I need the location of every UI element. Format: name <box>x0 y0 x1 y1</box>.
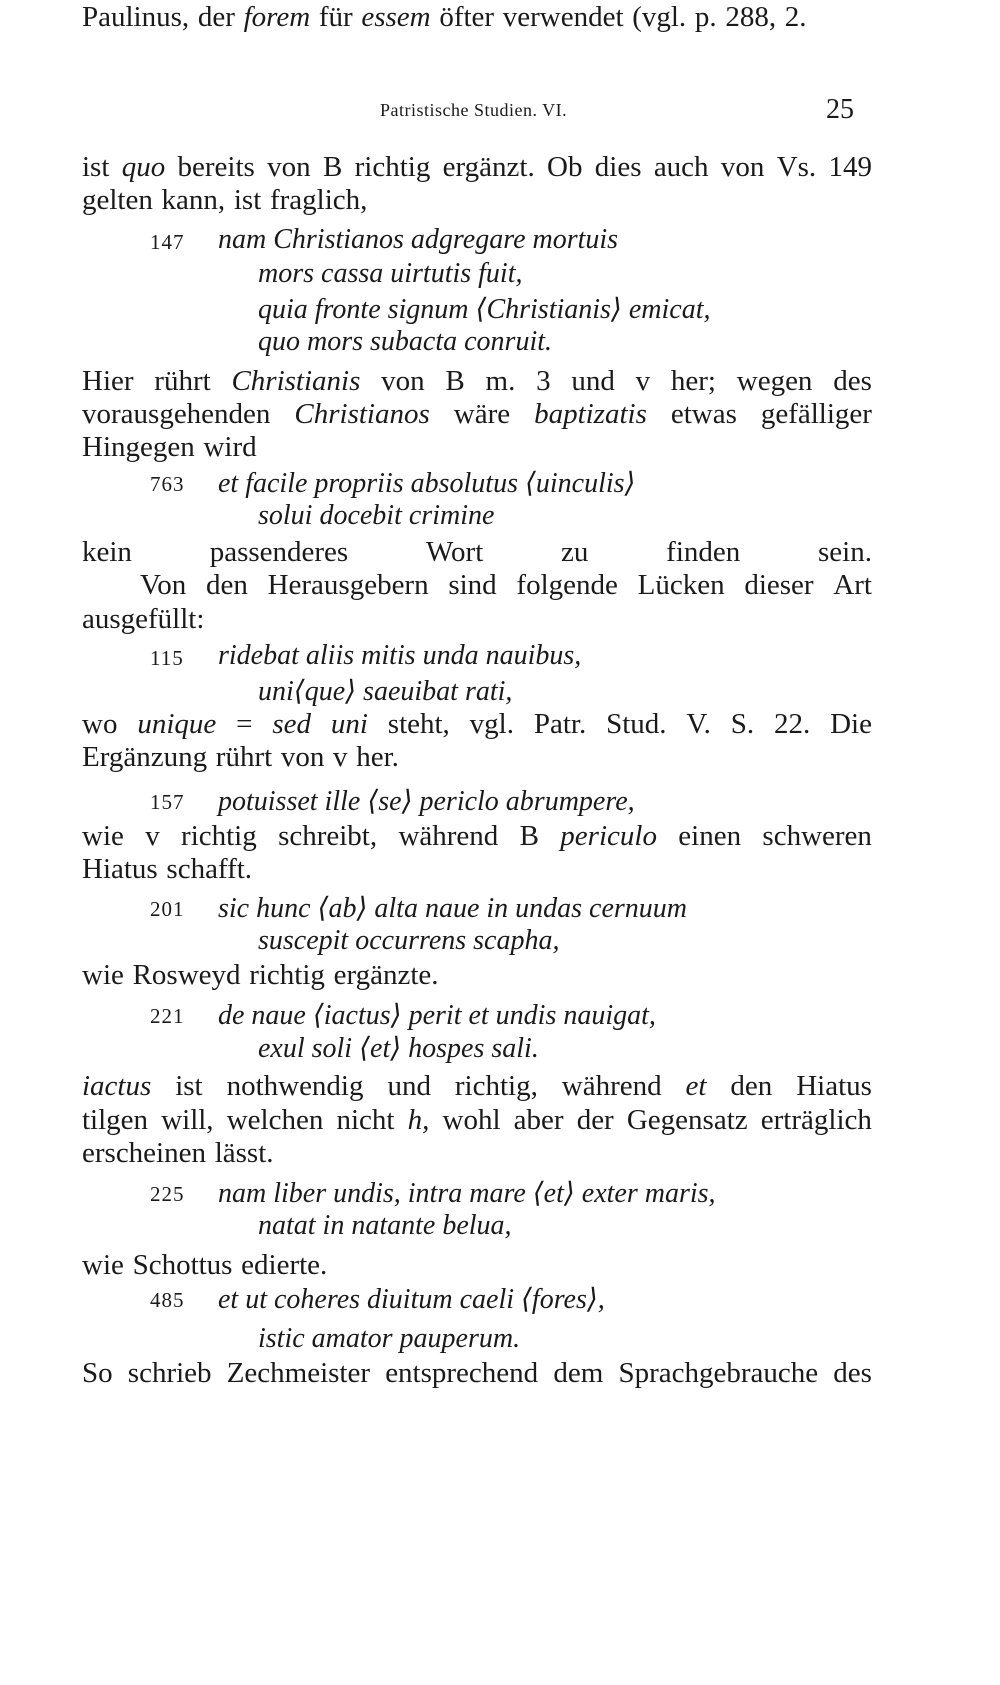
verse-number: 763 <box>150 472 185 496</box>
text-line <box>82 1248 872 1282</box>
word: schrieb <box>127 1357 212 1389</box>
page-number: 25 <box>826 94 854 125</box>
word: wie <box>82 1249 124 1281</box>
word: rührt <box>215 741 273 773</box>
verse-line: et facile propriis absolutus ⟨uinculis⟩ <box>218 468 636 499</box>
word: Stud. <box>606 708 667 740</box>
word: ist <box>82 151 110 183</box>
word: Die <box>830 708 872 740</box>
word: Art <box>833 569 872 601</box>
word: des <box>833 1357 872 1389</box>
word: will, <box>161 1104 214 1136</box>
word: v <box>635 365 651 397</box>
word: v <box>145 820 160 852</box>
word: V. <box>686 708 711 740</box>
word: fraglich, <box>269 184 368 216</box>
italic-word: uni <box>330 708 368 740</box>
word: rührt <box>154 365 211 397</box>
verse-line: ridebat aliis mitis unda nauibus, <box>218 640 582 671</box>
word: = <box>236 708 253 740</box>
word: edierte. <box>241 1249 328 1281</box>
word: etwas <box>670 398 737 430</box>
word: Sprachgebrauche <box>618 1357 819 1389</box>
verse-number: 147 <box>150 230 185 254</box>
word: wegen <box>736 365 813 397</box>
text-line <box>82 819 872 853</box>
word: Gegensatz <box>626 1104 748 1136</box>
word: (vgl. <box>632 1 687 33</box>
verse-line: potuisset ille ⟨se⟩ periclo abrumpere, <box>218 786 635 817</box>
word: und <box>387 1070 431 1102</box>
word: von <box>280 741 325 773</box>
word: gelten <box>82 184 153 216</box>
verse-line: nam liber undis, intra mare ⟨et⟩ exter maris, <box>218 1178 716 1209</box>
text-line <box>82 958 872 992</box>
word: Hiatus <box>796 1070 872 1102</box>
italic-word: essem <box>361 1 431 33</box>
verse-line: de naue ⟨iactus⟩ perit et undis nauigat, <box>218 1000 656 1031</box>
word: B <box>445 365 465 397</box>
word: öfter <box>439 1 495 33</box>
word: vorausgehenden <box>82 398 271 430</box>
verse-line: quia fronte signum ⟨Christianis⟩ emicat, <box>258 294 711 325</box>
word: 288, <box>725 1 777 33</box>
word: von <box>381 365 425 397</box>
word: richtig <box>354 151 431 183</box>
italic-word: sed <box>272 708 311 740</box>
word: 22. <box>773 708 811 740</box>
word: v <box>333 741 348 773</box>
word: den <box>205 569 248 601</box>
word: 3 <box>536 365 551 397</box>
verse-line: suscepit occurrens scapha, <box>258 925 560 956</box>
word: von <box>720 151 765 183</box>
verse-line: nam Christianos adgregare mortuis <box>218 224 619 255</box>
word: dies <box>594 151 642 183</box>
italic-word: iactus <box>82 1070 152 1102</box>
word: ausgefüllt: <box>82 603 205 635</box>
text-line <box>82 430 872 464</box>
word: wo <box>82 708 118 740</box>
word: ergänzt. <box>442 151 535 183</box>
italic-word: unique <box>137 708 217 740</box>
word: Schottus <box>132 1249 233 1281</box>
italic-word: baptizatis <box>534 398 647 430</box>
word: entsprechend <box>385 1357 539 1389</box>
word: Ergänzung <box>82 741 208 773</box>
word: Wort <box>425 536 484 568</box>
verse-number: 115 <box>150 646 184 670</box>
text-line <box>82 1356 872 1390</box>
word: her. <box>356 741 399 773</box>
word: folgende <box>516 569 618 601</box>
word: Paulinus, <box>82 1 190 33</box>
running-header <box>0 94 1000 128</box>
word: So <box>82 1357 113 1389</box>
text-line <box>82 535 872 569</box>
text-line <box>82 1069 872 1103</box>
verse-line: quo mors subacta conruit. <box>258 326 552 357</box>
verse-number: 221 <box>150 1004 185 1028</box>
italic-word: periculo <box>560 820 657 852</box>
word: der <box>197 1 235 33</box>
word: vgl. <box>469 708 514 740</box>
word: wäre <box>453 398 511 430</box>
word: und <box>571 365 615 397</box>
word: richtig, <box>454 1070 538 1102</box>
word: lässt. <box>214 1137 274 1169</box>
word: passenderes <box>209 536 349 568</box>
word: Patr. <box>533 708 587 740</box>
word: nicht <box>336 1104 395 1136</box>
word: zu <box>561 536 589 568</box>
word: den <box>730 1070 773 1102</box>
word: ist <box>175 1070 203 1102</box>
text-line <box>82 364 872 398</box>
verse-number: 201 <box>150 897 185 921</box>
verse-line: natat in natante belua, <box>258 1210 512 1241</box>
word: nothwendig <box>226 1070 364 1102</box>
text-line <box>82 1103 872 1137</box>
word: schafft. <box>166 853 253 885</box>
italic-word: Christianos <box>294 398 430 430</box>
word: aber <box>513 1104 564 1136</box>
word: schreibt, <box>278 820 378 852</box>
word: von <box>267 151 311 183</box>
running-title: Patristische Studien. VI. <box>380 100 568 120</box>
word: 149 <box>828 151 872 183</box>
italic-word: forem <box>243 1 311 33</box>
word: richtig <box>249 959 325 991</box>
word: Hiatus <box>82 853 158 885</box>
word: B <box>519 820 539 852</box>
word: während <box>398 820 499 852</box>
word: sein. <box>818 536 872 568</box>
word: erscheinen <box>82 1137 206 1169</box>
word: auch <box>653 151 709 183</box>
verse-line: sic hunc ⟨ab⟩ alta naue in undas cernuum <box>218 893 688 924</box>
italic-word: et <box>685 1070 707 1102</box>
verse-line: uni⟨que⟩ saeuibat rati, <box>258 676 513 707</box>
word: verwendet <box>502 1 624 33</box>
text-line <box>82 740 872 774</box>
text-line <box>82 183 872 217</box>
italic-word: quo <box>121 151 166 183</box>
word: Von <box>140 569 187 601</box>
italic-word: Christianis <box>231 365 361 397</box>
word: Hingegen <box>82 431 195 463</box>
word: während <box>561 1070 662 1102</box>
word: finden <box>666 536 741 568</box>
word: dieser <box>744 569 814 601</box>
word: richtig <box>181 820 257 852</box>
word: Hier <box>82 365 134 397</box>
text-line <box>82 707 872 741</box>
text-line <box>82 602 872 636</box>
verse-line: mors cassa uirtutis fuit, <box>258 258 523 289</box>
text-line <box>140 568 872 602</box>
word: 2. <box>784 1 807 33</box>
word: sind <box>448 569 497 601</box>
word: gefälliger <box>760 398 872 430</box>
word: B <box>322 151 343 183</box>
word: erträglich <box>760 1104 872 1136</box>
verse-number: 157 <box>150 790 185 814</box>
word: schweren <box>762 820 872 852</box>
word: steht, <box>387 708 450 740</box>
word: p. <box>694 1 717 33</box>
word: wie <box>82 959 124 991</box>
word: Vs. <box>776 151 817 183</box>
text-line <box>82 150 872 184</box>
text-line <box>82 852 872 886</box>
verse-number: 225 <box>150 1182 185 1206</box>
verse-line: et ut coheres diuitum caeli ⟨fores⟩, <box>218 1284 605 1315</box>
word: S. <box>730 708 755 740</box>
word: her; <box>670 365 716 397</box>
word: Herausgebern <box>267 569 429 601</box>
word: kann, <box>161 184 226 216</box>
word: bereits <box>177 151 255 183</box>
word: für <box>318 1 353 33</box>
word: wird <box>203 431 257 463</box>
word: wohl <box>442 1104 501 1136</box>
text-line <box>82 397 872 431</box>
verse-number: 485 <box>150 1288 185 1312</box>
text-line <box>82 1136 872 1170</box>
word: der <box>576 1104 614 1136</box>
verse-line: solui docebit crimine <box>258 500 495 531</box>
word: des <box>833 365 872 397</box>
word: wie <box>82 820 124 852</box>
verse-line: exul soli ⟨et⟩ hospes sali. <box>258 1033 539 1064</box>
word: welchen <box>226 1104 324 1136</box>
italic-word: h, <box>407 1104 430 1136</box>
text-line <box>82 0 872 34</box>
word: Zechmeister <box>226 1357 371 1389</box>
word: kein <box>82 536 132 568</box>
word: einen <box>678 820 742 852</box>
verse-line: istic amator pauperum. <box>258 1323 521 1354</box>
word: dem <box>553 1357 604 1389</box>
word: Rosweyd <box>132 959 241 991</box>
word: tilgen <box>82 1104 149 1136</box>
word: Ob <box>547 151 583 183</box>
word: Lücken <box>637 569 725 601</box>
word: ist <box>233 184 262 216</box>
word: m. <box>485 365 516 397</box>
word: ergänzte. <box>333 959 439 991</box>
